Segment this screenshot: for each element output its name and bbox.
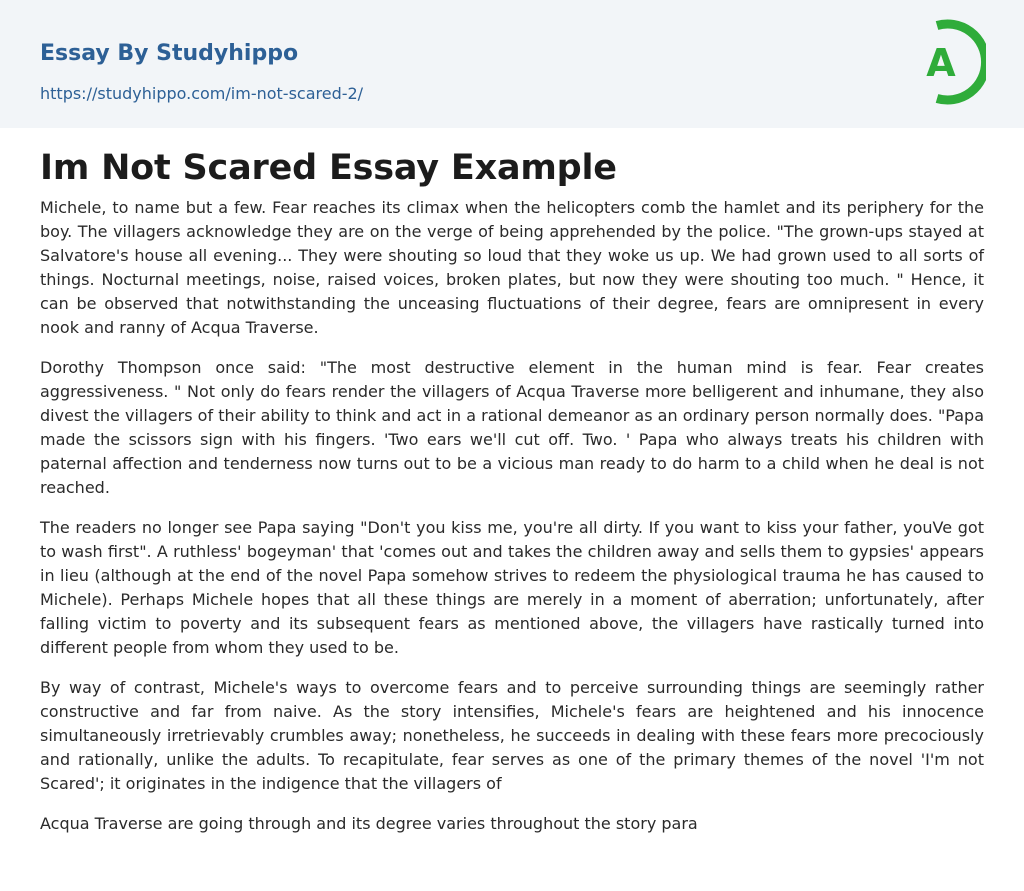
site-header: [0, 0, 1024, 128]
article-paragraph-1: Michele, to name but a few. Fear reaches its climax when the helicopters comb the hamlet and its periphery for the boy. The villagers acknowledge they are on the verge of being apprehended by the police. "The grown-ups stayed at Salvatore's house all evening... They were shouting so loud that they woke us up. We had grown used to all sorts of things. Nocturnal meetings, noise, raised voices, broken plates, but now they were shouting too much. " Hence, it can be observed that notwithstanding the unceasing fluctuations of their degree, fears are omnipresent in every nook and ranny of Acqua Traverse.: [40, 198, 984, 337]
logo-letter: A: [926, 41, 956, 85]
article-body: [0, 128, 1024, 836]
article-paragraph-3: The readers no longer see Papa saying "Don't you kiss me, you're all dirty. If you want to kiss your father, youVe got to wash first". A ruthless' bogeyman' that 'comes out and takes the children away and sells them to gypsies' appears in lieu (although at the end of the novel Papa somehow strives to redeem the physiological trauma he has caused to Michele). Perhaps Michele hopes that all these things are merely in a moment of aberration; unfortunately, after falling victim to poverty and its subsequent fears as mentioned above, the villagers have rastically turned into different people from whom they used to be.: [40, 518, 984, 657]
article-url-link[interactable]: https://studyhippo.com/im-not-scared-2/: [40, 84, 364, 103]
article-paragraph-5: Acqua Traverse are going through and its degree varies throughout the story para: [40, 814, 698, 833]
article-paragraph-2: Dorothy Thompson once said: "The most destructive element in the human mind is fear. Fear creates aggressiveness. " Not only do fears render the villagers of Acqua Traverse more belligerent and inhumane, they also divest the villagers of their ability to think and act in a rational demeanor as an ordinary person normally does. "Papa made the scissors sign with his fingers. 'Two ears we'll cut off. Two. ' Papa who always treats his children with paternal affection and tenderness now turns out to be a vicious man ready to do harm to a child when he deal is not reached.: [40, 358, 984, 497]
site-brand[interactable]: Essay By Studyhippo: [40, 41, 299, 66]
article-paragraph-4: By way of contrast, Michele's ways to overcome fears and to perceive surrounding things are seemingly rather constructive and far from naive. As the story intensifies, Michele's fears are heightened and his innocence simultaneously irretrievably crumbles away; nonetheless, he succeeds in dealing with these fears more precociously and rationally, unlike the adults. To recapitulate, fear serves as one of the primary themes of the novel 'I'm not Scared'; it originates in the indigence that the villagers of: [40, 678, 984, 793]
article-title: Im Not Scared Essay Example: [40, 148, 617, 188]
studyhippo-logo-icon[interactable]: [914, 18, 986, 106]
